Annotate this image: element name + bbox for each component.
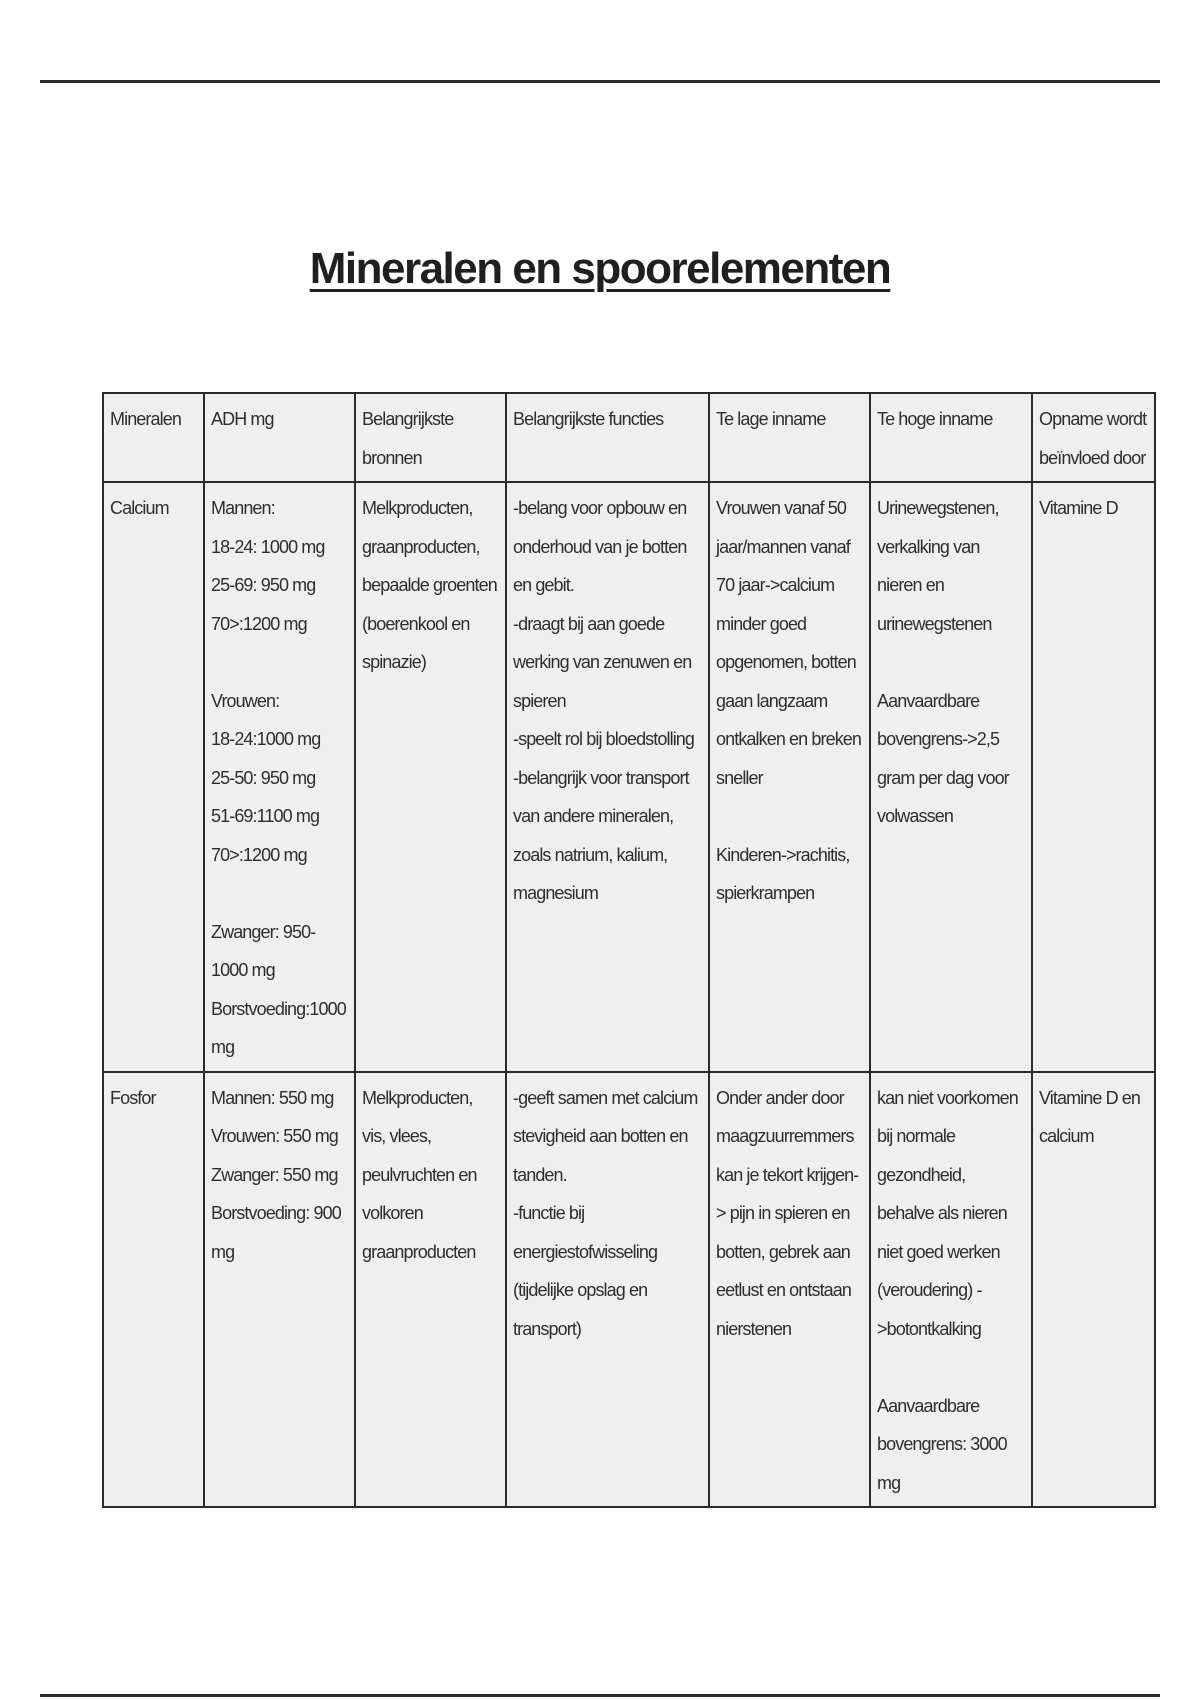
cell-opname: Vitamine D en calcium [1032, 1072, 1155, 1508]
table-row [103, 482, 1155, 1072]
header-bronnen: Belangrijkste bronnen [355, 393, 506, 482]
cell-te-hoge-inname: kan niet voorkomen bij normale gezondheid, behalve als nieren niet goed werken (veroudering) ->botontkalking Aanvaardbare bovengrens: 3000 mg [870, 1072, 1032, 1508]
header-opname: Opname wordt beïnvloed door [1032, 393, 1155, 482]
cell-adh: Mannen: 18-24: 1000 mg 25-69: 950 mg 70>:1200 mg Vrouwen: 18-24:1000 mg 25-50: 950 mg 51-69:1100 mg 70>:1200 mg Zwanger: 950-1000 mg Borstvoeding:1000 mg [204, 482, 355, 1072]
page-title [0, 244, 1200, 294]
table-row [103, 1072, 1155, 1508]
cell-te-hoge-inname: Urinewegstenen, verkalking van nieren en urinewegstenen Aanvaardbare bovengrens->2,5 gram per dag voor volwassen [870, 482, 1032, 1072]
cell-functies: -geeft samen met calcium stevigheid aan botten en tanden. -functie bij energiestofwisseling (tijdelijke opslag en transport) [506, 1072, 709, 1508]
cell-mineraal: Calcium [103, 482, 204, 1072]
header-te-hoge-inname: Te hoge inname [870, 393, 1032, 482]
table-header-row [103, 393, 1155, 482]
cell-adh: Mannen: 550 mg Vrouwen: 550 mg Zwanger: 550 mg Borstvoeding: 900 mg [204, 1072, 355, 1508]
footer-rule [40, 1694, 1160, 1697]
header-rule [40, 80, 1160, 83]
header-adh: ADH mg [204, 393, 355, 482]
header-te-lage-inname: Te lage inname [709, 393, 870, 482]
cell-te-lage-inname: Onder ander door maagzuurremmers kan je tekort krijgen-> pijn in spieren en botten, gebrek aan eetlust en ontstaan nierstenen [709, 1072, 870, 1508]
cell-opname: Vitamine D [1032, 482, 1155, 1072]
header-mineralen: Mineralen [103, 393, 204, 482]
minerals-table [102, 392, 1156, 1508]
cell-functies: -belang voor opbouw en onderhoud van je botten en gebit. -draagt bij aan goede werking van zenuwen en spieren -speelt rol bij bloedstolling -belangrijk voor transport van andere mineralen, zoals natrium, kalium, magnesium [506, 482, 709, 1072]
cell-mineraal: Fosfor [103, 1072, 204, 1508]
cell-te-lage-inname: Vrouwen vanaf 50 jaar/mannen vanaf 70 jaar->calcium minder goed opgenomen, botten gaan langzaam ontkalken en breken sneller Kinderen->rachitis, spierkrampen [709, 482, 870, 1072]
header-functies: Belangrijkste functies [506, 393, 709, 482]
cell-bronnen: Melkproducten, graanproducten, bepaalde groenten (boerenkool en spinazie) [355, 482, 506, 1072]
cell-bronnen: Melkproducten, vis, vlees, peulvruchten en volkoren graanproducten [355, 1072, 506, 1508]
minerals-table-container [102, 392, 1156, 1508]
page-title-text: Mineralen en spoorelementen [309, 244, 891, 293]
